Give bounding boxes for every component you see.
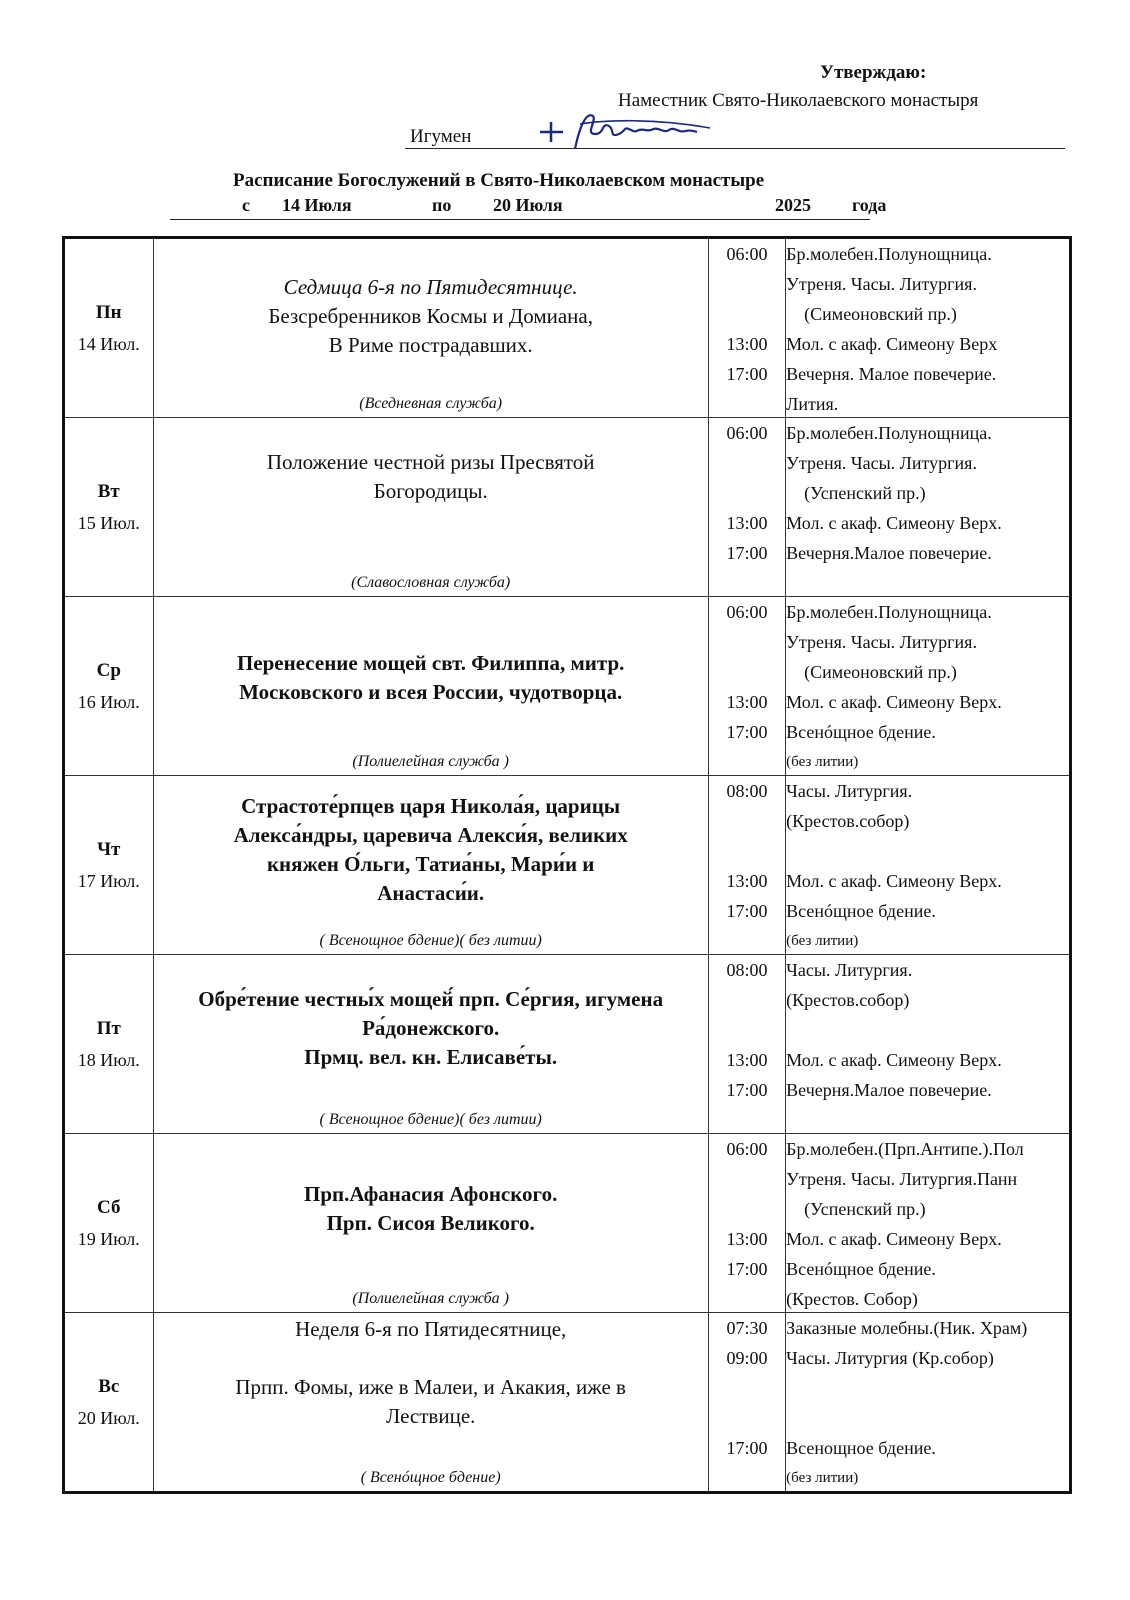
service-time: 13:00 xyxy=(726,334,768,354)
weekday: Пт xyxy=(96,1017,121,1039)
service-item: Часы. Литургия (Кр.собор) xyxy=(786,1348,994,1368)
service-time: 13:00 xyxy=(726,692,768,712)
feast-text xyxy=(154,792,708,908)
service-time xyxy=(709,389,785,418)
service-time xyxy=(709,448,785,478)
schedule-row xyxy=(64,776,1071,955)
day-cell xyxy=(64,418,154,597)
feast-line: Обре́тение честны́х мощей́ прп. Се́ргия, игумена xyxy=(198,987,664,1011)
times-cell xyxy=(708,955,785,1134)
date: 18 Июл. xyxy=(77,1049,140,1070)
service-item: (Крестов.собор) xyxy=(786,811,910,831)
feast-line xyxy=(154,1344,708,1373)
service-time: 08:00 xyxy=(726,960,768,980)
feast-cell xyxy=(153,597,708,776)
schedule-period xyxy=(170,195,887,220)
service-time: 06:00 xyxy=(726,423,768,443)
weekday: Вт xyxy=(97,480,120,502)
period-from-label: с xyxy=(242,195,250,215)
period-year: 2025 xyxy=(775,195,811,215)
service-item: Всенóщное бдение. xyxy=(786,1259,936,1279)
date: 17 Июл. xyxy=(77,870,140,891)
services-cell xyxy=(786,1134,1071,1313)
service-time: 13:00 xyxy=(726,871,768,891)
feast-cell xyxy=(153,776,708,955)
feast-text xyxy=(154,1315,708,1431)
feast-text xyxy=(154,448,708,506)
period-to-date: 20 Июля xyxy=(493,195,563,215)
service-type-note: ( Всенощное бдение)( без литии) xyxy=(319,932,542,949)
service-type-note: ( Всенóщное бдение) xyxy=(360,1469,501,1486)
service-time xyxy=(709,806,785,836)
feast-cell xyxy=(153,1134,708,1313)
feast-line: Алекса́ндры, царевича Алекси́я, великих xyxy=(233,823,628,847)
day-cell xyxy=(64,776,154,955)
date: 16 Июл. xyxy=(77,691,140,712)
service-item: (Успенский пр.) xyxy=(804,1199,926,1219)
feast-line: Седмица 6-я по Пятидесятнице. xyxy=(283,275,578,299)
service-type-note: (Славословная служба) xyxy=(351,574,511,591)
service-item: Вечерня. Малое повечерие. xyxy=(786,364,997,384)
feast-line: Положение честной ризы Пресвятой xyxy=(266,450,595,474)
period-from-date: 14 Июля xyxy=(282,195,352,215)
service-item: Утреня. Часы. Литургия.Панн xyxy=(786,1169,1018,1189)
date: 14 Июл. xyxy=(77,333,140,354)
feast-line: Прп. Сисоя Великого. xyxy=(326,1211,535,1235)
service-time xyxy=(709,1403,785,1433)
feast-line: Страстоте́рпцев царя Никола́я, царицы xyxy=(241,794,621,818)
feast-text xyxy=(154,649,708,707)
weekday: Вс xyxy=(98,1375,120,1397)
signature-line xyxy=(405,148,1065,149)
service-item: Бр.молебен.Полунощница. xyxy=(786,244,992,264)
feast-line: Анастаси́и. xyxy=(377,881,485,905)
service-item: Мол. с акаф. Симеону Верх xyxy=(786,334,998,354)
service-item: Бр.молебен.(Прп.Антипе.).Пол xyxy=(786,1139,1024,1159)
feast-cell xyxy=(153,1313,708,1493)
service-item: Часы. Литургия. xyxy=(786,960,913,980)
day-cell xyxy=(64,1313,154,1493)
schedule-row xyxy=(64,955,1071,1134)
service-item: (без литии) xyxy=(786,1470,859,1486)
schedule-row xyxy=(64,1134,1071,1313)
service-time xyxy=(709,1164,785,1194)
service-time: 13:00 xyxy=(726,1050,768,1070)
feast-line: Ра́донежского. xyxy=(362,1016,500,1040)
day-cell xyxy=(64,955,154,1134)
schedule-row xyxy=(64,418,1071,597)
feast-text xyxy=(154,1180,708,1238)
service-item: Заказные молебны.(Ник. Храм) xyxy=(786,1318,1028,1338)
feast-cell xyxy=(153,955,708,1134)
feast-line: Прмц. вел. кн. Елисаве́ты. xyxy=(304,1045,558,1069)
service-item: Утреня. Часы. Литургия. xyxy=(786,632,977,652)
service-time xyxy=(709,1105,785,1134)
feast-line: Московского и всея России, чудотворца. xyxy=(239,680,623,704)
services-cell xyxy=(786,597,1071,776)
feast-line: Лествице. xyxy=(385,1404,476,1428)
times-cell xyxy=(708,597,785,776)
feast-text xyxy=(154,985,708,1072)
igumen-label: Игумен xyxy=(410,126,472,147)
service-type-note: (Полиелейная служба ) xyxy=(352,753,509,770)
service-item: Мол. с акаф. Симеону Верх. xyxy=(786,871,1002,891)
service-item: (Симеоновский пр.) xyxy=(804,662,957,682)
service-time xyxy=(709,836,785,866)
service-item: Мол. с акаф. Симеону Верх. xyxy=(786,692,1002,712)
schedule-row xyxy=(64,238,1071,418)
service-time xyxy=(709,926,785,955)
service-type-note: ( Всенощное бдение)( без литии) xyxy=(319,1111,542,1128)
day-cell xyxy=(64,1134,154,1313)
schedule-title: Расписание Богослужений в Свято-Николаевском монастыре xyxy=(233,170,765,191)
day-cell xyxy=(64,597,154,776)
service-time xyxy=(709,1015,785,1045)
service-time xyxy=(709,568,785,597)
service-time: 06:00 xyxy=(726,244,768,264)
service-type-note: (Вседневная служба) xyxy=(359,395,503,412)
weekday: Сб xyxy=(97,1196,121,1218)
times-cell xyxy=(708,776,785,955)
services-cell xyxy=(786,1313,1071,1493)
signature-image xyxy=(535,104,735,154)
service-time: 17:00 xyxy=(726,543,768,563)
service-time xyxy=(709,1463,785,1493)
feast-line: В Риме пострадавших. xyxy=(328,333,533,357)
service-time: 17:00 xyxy=(726,901,768,921)
service-time: 17:00 xyxy=(726,1080,768,1100)
service-time xyxy=(709,747,785,776)
service-item: Вечерня.Малое повечерие. xyxy=(786,1080,992,1100)
services-cell xyxy=(786,418,1071,597)
service-time xyxy=(709,1373,785,1403)
services-cell xyxy=(786,238,1071,418)
date: 19 Июл. xyxy=(77,1228,140,1249)
feast-line: княжен О́льги, Татиа́ны, Мари́и и xyxy=(266,852,595,876)
service-item: (без литии) xyxy=(786,754,859,770)
weekday: Пн xyxy=(95,301,122,323)
service-time: 13:00 xyxy=(726,1229,768,1249)
service-time: 17:00 xyxy=(726,1259,768,1279)
day-cell xyxy=(64,238,154,418)
service-time: 08:00 xyxy=(726,781,768,801)
service-item: Всенощное бдение. xyxy=(786,1438,936,1458)
service-item: (Крестов. Собор) xyxy=(786,1289,918,1309)
times-cell xyxy=(708,1313,785,1493)
service-time xyxy=(709,299,785,329)
service-item: (Симеоновский пр.) xyxy=(804,304,957,324)
feast-line: Неделя 6-я по Пятидесятнице, xyxy=(295,1317,567,1341)
period-to-label: по xyxy=(432,195,452,215)
service-time: 13:00 xyxy=(726,513,768,533)
service-time xyxy=(709,657,785,687)
service-time: 07:30 xyxy=(726,1318,768,1338)
services-cell xyxy=(786,776,1071,955)
service-time xyxy=(709,478,785,508)
service-item: (без литии) xyxy=(786,933,859,949)
service-time xyxy=(709,985,785,1015)
service-time: 09:00 xyxy=(726,1348,768,1368)
service-item: Лития. xyxy=(786,394,839,414)
service-item: Вечерня.Малое повечерие. xyxy=(786,543,992,563)
service-item: Бр.молебен.Полунощница. xyxy=(786,602,992,622)
service-type-note: (Полиелейная служба ) xyxy=(352,1290,509,1307)
times-cell xyxy=(708,238,785,418)
date: 15 Июл. xyxy=(77,512,140,533)
schedule-row xyxy=(64,1313,1071,1493)
service-item: Мол. с акаф. Симеону Верх. xyxy=(786,1050,1002,1070)
service-item: Всенóщное бдение. xyxy=(786,722,936,742)
feast-line: Безсребренников Космы и Домиана, xyxy=(268,304,593,328)
feast-cell xyxy=(153,238,708,418)
service-time: 17:00 xyxy=(726,1438,768,1458)
service-item: Мол. с акаф. Симеону Верх. xyxy=(786,513,1002,533)
service-item: Бр.молебен.Полунощница. xyxy=(786,423,992,443)
times-cell xyxy=(708,1134,785,1313)
feast-cell xyxy=(153,418,708,597)
service-item: Мол. с акаф. Симеону Верх. xyxy=(786,1229,1002,1249)
service-item: Часы. Литургия. xyxy=(786,781,913,801)
services-cell xyxy=(786,955,1071,1134)
service-time xyxy=(709,627,785,657)
service-item: (Успенский пр.) xyxy=(804,483,926,503)
service-item: Всенóщное бдение. xyxy=(786,901,936,921)
weekday: Чт xyxy=(97,838,121,860)
service-time: 06:00 xyxy=(726,1139,768,1159)
feast-line: Богородицы. xyxy=(373,479,488,503)
feast-text xyxy=(154,273,708,360)
service-item: (Крестов.собор) xyxy=(786,990,910,1010)
approver-title: Наместник Свято-Николаевского монастыря xyxy=(618,90,979,111)
service-time xyxy=(709,1194,785,1224)
service-time: 17:00 xyxy=(726,722,768,742)
service-time: 06:00 xyxy=(726,602,768,622)
service-time xyxy=(709,1284,785,1313)
feast-line: Перенесение мощей свт. Филиппа, митр. xyxy=(236,651,625,675)
service-time xyxy=(709,269,785,299)
service-item: Утреня. Часы. Литургия. xyxy=(786,274,977,294)
date: 20 Июл. xyxy=(77,1407,140,1428)
schedule-table xyxy=(62,236,1072,1494)
feast-line: Прпп. Фомы, иже в Малеи, и Акакия, иже в xyxy=(235,1375,626,1399)
schedule-row xyxy=(64,597,1071,776)
period-year-suffix: года xyxy=(852,195,887,215)
weekday: Ср xyxy=(96,659,121,681)
feast-line: Прп.Афанасия Афонского. xyxy=(304,1182,558,1206)
service-item: Утреня. Часы. Литургия. xyxy=(786,453,977,473)
approval-heading: Утверждаю: xyxy=(820,62,927,83)
service-time: 17:00 xyxy=(726,364,768,384)
times-cell xyxy=(708,418,785,597)
